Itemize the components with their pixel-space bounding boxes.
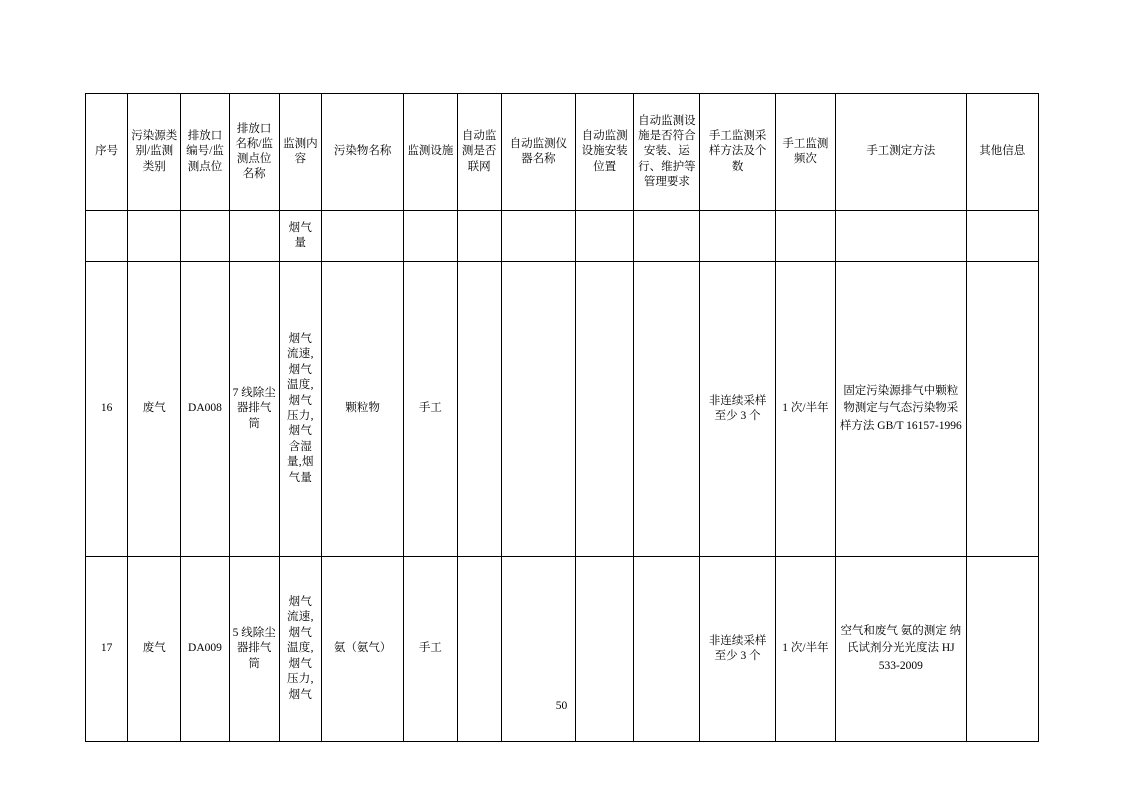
cell-source-type: 废气 [128, 557, 181, 742]
header-outlet-code: 排放口编号/监测点位 [181, 94, 229, 211]
cell-auto-network [457, 211, 501, 262]
cell-other [966, 557, 1038, 742]
cell-seq: 17 [86, 557, 128, 742]
cell-outlet-code: DA009 [181, 557, 229, 742]
table-header-row [86, 94, 1039, 211]
cell-monitor-content: 烟气流速,烟气温度,烟气压力,烟气含湿量,烟气量 [279, 262, 321, 557]
cell-auto-network [457, 557, 501, 742]
cell-other [966, 211, 1038, 262]
header-manual-sampling: 手工监测采样方法及个数 [700, 94, 775, 211]
header-auto-network: 自动监测是否联网 [457, 94, 501, 211]
cell-manual-sampling: 非连续采样至少 3 个 [700, 262, 775, 557]
cell-facility [404, 211, 457, 262]
cell-facility: 手工 [404, 262, 457, 557]
header-seq: 序号 [86, 94, 128, 211]
cell-auto-position [575, 262, 633, 557]
cell-manual-method [836, 211, 967, 262]
header-facility: 监测设施 [404, 94, 457, 211]
cell-manual-method: 固定污染源排气中颗粒物测定与气态污染物采样方法 GB/T 16157-1996 [836, 262, 967, 557]
header-auto-compliance: 自动监测设施是否符合安装、运行、维护等管理要求 [634, 94, 700, 211]
cell-outlet-name: 5 线除尘器排气筒 [229, 557, 279, 742]
monitoring-plan-table [85, 93, 1039, 742]
header-auto-instrument: 自动监测仪器名称 [501, 94, 575, 211]
cell-monitor-content: 烟气流速,烟气温度,烟气压力,烟气 [279, 557, 321, 742]
cell-auto-compliance [634, 262, 700, 557]
cell-outlet-name [229, 211, 279, 262]
cell-outlet-code [181, 211, 229, 262]
cell-pollutant: 氨（氨气） [321, 557, 403, 742]
monitoring-plan-table-wrapper [85, 93, 1039, 742]
cell-manual-frequency [775, 211, 835, 262]
cell-outlet-code: DA008 [181, 262, 229, 557]
header-manual-method: 手工测定方法 [836, 94, 967, 211]
cell-monitor-content: 烟气量 [279, 211, 321, 262]
header-manual-frequency: 手工监测频次 [775, 94, 835, 211]
cell-manual-sampling [700, 211, 775, 262]
cell-auto-position [575, 211, 633, 262]
header-outlet-name: 排放口名称/监测点位名称 [229, 94, 279, 211]
cell-auto-position [575, 557, 633, 742]
cell-source-type: 废气 [128, 262, 181, 557]
page-number: 50 [555, 700, 568, 712]
cell-seq: 16 [86, 262, 128, 557]
header-auto-position: 自动监测设施安装位置 [575, 94, 633, 211]
table-row [86, 211, 1039, 262]
cell-pollutant [321, 211, 403, 262]
header-source-type: 污染源类别/监测类别 [128, 94, 181, 211]
cell-auto-instrument [501, 557, 575, 742]
cell-auto-network [457, 262, 501, 557]
cell-manual-frequency: 1 次/半年 [775, 262, 835, 557]
cell-auto-instrument [501, 211, 575, 262]
cell-pollutant: 颗粒物 [321, 262, 403, 557]
cell-other [966, 262, 1038, 557]
cell-seq [86, 211, 128, 262]
table-row [86, 262, 1039, 557]
cell-source-type [128, 211, 181, 262]
cell-manual-frequency: 1 次/半年 [775, 557, 835, 742]
cell-outlet-name: 7 线除尘器排气筒 [229, 262, 279, 557]
cell-auto-compliance [634, 211, 700, 262]
cell-manual-method: 空气和废气 氨的测定 纳氏试剂分光光度法 HJ 533-2009 [836, 557, 967, 742]
table-row [86, 557, 1039, 742]
cell-facility: 手工 [404, 557, 457, 742]
cell-manual-sampling: 非连续采样至少 3 个 [700, 557, 775, 742]
cell-auto-instrument [501, 262, 575, 557]
header-pollutant: 污染物名称 [321, 94, 403, 211]
header-other: 其他信息 [966, 94, 1038, 211]
header-monitor-content: 监测内容 [279, 94, 321, 211]
cell-auto-compliance [634, 557, 700, 742]
